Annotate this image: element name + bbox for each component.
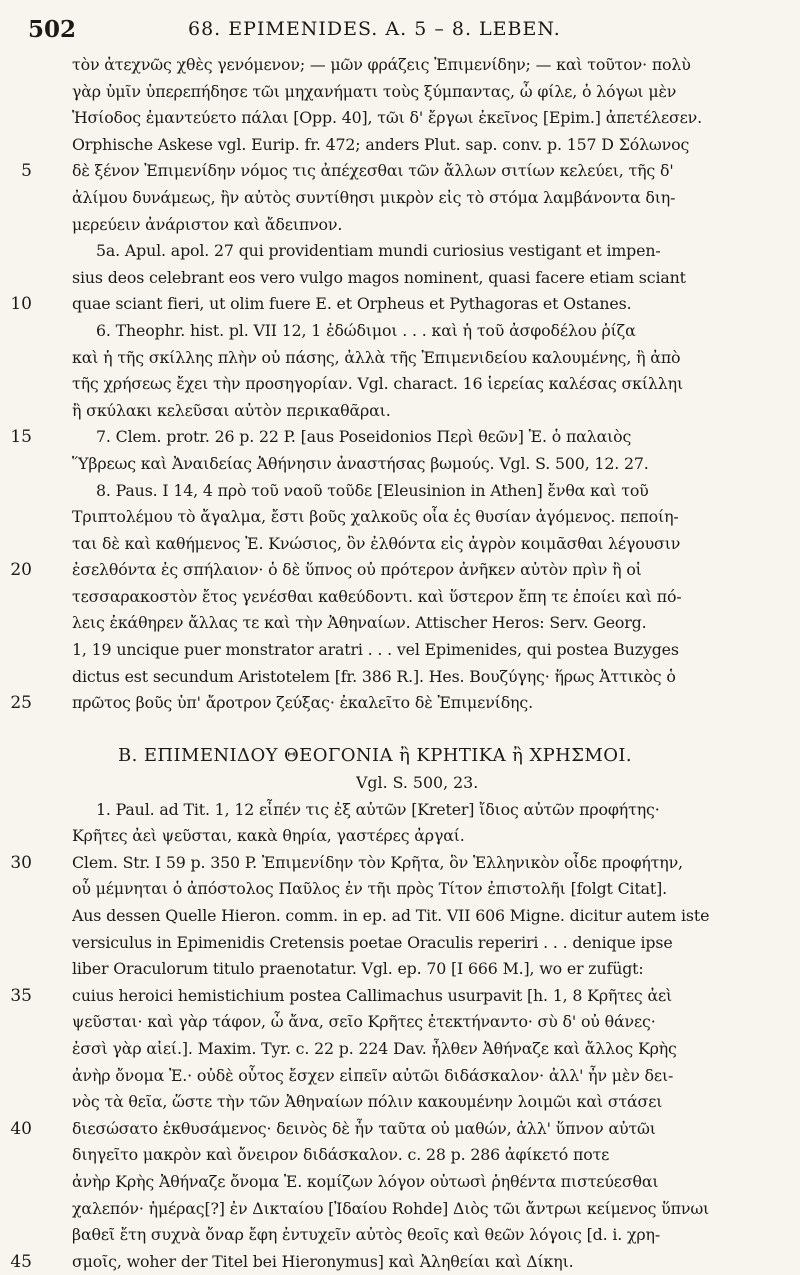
line-text: καὶ ἡ τῆς σκίλλης πλὴν οὐ πάσης, ἀλλὰ τῆς Ἐπιμενιδείου καλουμένης, ἣ ἀπὸ [72, 347, 681, 367]
line-text: ἀνὴρ ὄνομα Ἐ.· οὐδὲ οὗτος ἔσχεν εἰπεῖν αὐτῶι διδάσκαλον· ἀλλ' ἦν μὲν δει- [72, 1065, 674, 1085]
text-line [0, 1009, 800, 1036]
text-line [0, 105, 800, 132]
line-text: τεσσαρακοστὸν ἔτος γενέσθαι καθεύδοντι. καὶ ὕστερον ἔπη τε ἐποίει καὶ πό- [72, 586, 682, 606]
line-number: 35 [10, 985, 32, 1006]
line-number: 10 [10, 294, 32, 315]
text-line [0, 557, 800, 584]
text-line [0, 823, 800, 850]
line-text: ἐσελθόντα ἐς σπήλαιον· ὁ δὲ ὕπνος οὐ πρότερον ἀνῆκεν αὐτὸν πρὶν ἢ οἱ [72, 560, 642, 580]
line-text: Ἡσίοδος ἐμαντεύετο πάλαι [Opp. 40], τῶι δ' ἔργωι ἐκεῖνος [Epim.] ἀπετέλεσεν. [72, 108, 702, 128]
line-text: ἐσσὶ γὰρ αἰεί.]. Maxim. Tyr. c. 22 p. 224 Dav. ἦλθεν Ἀθήναζε καὶ ἄλλος Κρὴς [72, 1038, 677, 1058]
line-text: χαλεπόν· ἡμέρας[?] ἐν Δικταίου [Ἰδαίου Rohde] Διὸς τῶι ἄντρωι κείμενος ὕπνωι [72, 1198, 710, 1218]
text-line [0, 637, 800, 664]
line-text: Κρῆτες ἀεὶ ψεῦσται, κακὰ θηρία, γαστέρες ἀργαί. [72, 826, 465, 846]
text-line [0, 531, 800, 558]
text-line [0, 876, 800, 903]
line-text: Aus dessen Quelle Hieron. comm. in ep. ad Tit. VII 606 Migne. dicitur autem iste [72, 906, 710, 925]
line-text: διεσώσατο ἐκθυσάμενος· δεινὸς δὲ ἦν ταῦτα οὐ μαθών, ἀλλ' ὕπνον αὐτῶι [72, 1118, 656, 1138]
running-head [0, 14, 800, 54]
line-text: versiculus in Epimenidis Cretensis poetae Oraculis reperiri . . . denique ipse [72, 932, 673, 952]
text-line [0, 983, 800, 1010]
line-text: ἀλίμου δυνάμεως, ἣν αὐτὸς συντίθησι μικρὸν εἰς τὸ στόμα λαμβάνοντα διη- [72, 187, 676, 207]
line-text: τὸν ἀτεχνῶς χθὲς γενόμενον; — μῶν φράζεις Ἐπιμενίδην; — καὶ τοῦτον· πολὺ [72, 55, 691, 74]
line-text: οὗ μέμνηται ὁ ἀπόστολος Παῦλος ἐν τῆι πρὸς Τίτον ἐπιστολῆι [folgt Citat]. [72, 879, 667, 899]
text-line [0, 345, 800, 372]
line-number: 5 [21, 161, 32, 182]
text-line [0, 291, 800, 318]
line-text: διηγεῖτο μακρὸν καὶ ὄνειρον διδάσκαλον. c. 28 p. 286 ἀφίκετό ποτε [72, 1145, 610, 1165]
line-number: 45 [10, 1251, 32, 1272]
text-line [0, 1116, 800, 1143]
line-text: 7. Clem. protr. 26 p. 22 P. [aus Poseidonios Περὶ θεῶν] Ἐ. ὁ παλαιὸς [96, 427, 632, 447]
line-text: Orphische Askese vgl. Eurip. fr. 472; anders Plut. sap. conv. p. 157 D Σόλωνος [72, 134, 690, 154]
running-head-title: 68. EPIMENIDES. A. 5 – 8. LEBEN. [188, 18, 561, 40]
text-line [0, 956, 800, 983]
line-text: μερεύειν ἀνάριστον καὶ ἄδειπνον. [72, 214, 343, 234]
line-text: δὲ ξένον Ἐπιμενίδην νόμος τις ἀπέχεσθαι τῶν ἄλλων σιτίων κελεύει, τῆς δ' [72, 161, 674, 181]
text-line [0, 903, 800, 930]
page-number: 502 [28, 16, 77, 43]
text-line [0, 398, 800, 425]
line-text: γὰρ ὑμῖν ὑπερεπήδησε τῶι μηχανήματι τοὺς ξύμπαντας, ὦ φίλε, ὁ λόγωι μὲν [72, 81, 677, 101]
text-line [0, 371, 800, 398]
line-text: B. ΕΠΙΜΕΝΙΔΟΥ ΘΕΟΓΟΝΙΑ ἢ ΚΡΗΤΙΚΑ ἢ ΧΡΗΣΜΟΙ. [118, 745, 633, 767]
line-text: liber Oraculorum titulo praenotatur. Vgl. ep. 70 [I 666 M.], wo er zufügt: [72, 959, 644, 979]
line-number: 40 [10, 1118, 32, 1139]
line-text: Τριπτολέμου τὸ ἄγαλμα, ἔστι βοῦς χαλκοῦς οἷα ἐς θυσίαν ἀγόμενος. πεποίη- [72, 507, 679, 527]
text-line [0, 797, 800, 824]
text-line [0, 584, 800, 611]
text-line [0, 850, 800, 877]
text-line [0, 664, 800, 691]
line-number: 30 [10, 852, 32, 873]
text-line [0, 1142, 800, 1169]
text-line [0, 318, 800, 345]
text-line [0, 1169, 800, 1196]
line-text: dictus est secundum Aristotelem [fr. 386 R.]. Hes. Βουζύγης· ἥρως Ἀττικὸς ὁ [72, 666, 676, 686]
text-line [0, 424, 800, 451]
line-text: ἢ σκύλακι κελεῦσαι αὐτὸν περικαθᾶραι. [72, 400, 391, 420]
line-text: Vgl. S. 500, 23. [356, 773, 479, 793]
line-text: νὸς τὰ θεῖα, ὥστε τὴν τῶν Ἀθηναίων πόλιν κακουμένην λοιμῶι καὶ στάσει [72, 1092, 663, 1112]
text-line [0, 132, 800, 159]
line-text: βαθεῖ ἔτη συχνὰ ὄναρ ἔφη ἐντυχεῖν αὐτὸς θεοῖς καὶ θεῶν λόγοις [d. i. χρη- [72, 1225, 661, 1245]
line-text: πρῶτος βοῦς ὑπ' ἄροτρον ζεύξας· ἐκαλεῖτο δὲ Ἐπιμενίδης. [72, 693, 533, 713]
text-line [0, 52, 800, 79]
line-text: 6. Theophr. hist. pl. VII 12, 1 ἐδώδιμοι . . . καὶ ἡ τοῦ ἀσφοδέλου ῥίζα [96, 320, 636, 340]
line-text: 1. Paul. ad Tit. 1, 12 εἶπέν τις ἐξ αὐτῶν [Kreter] ἴδιος αὐτῶν προφήτης· [96, 799, 660, 819]
line-text: ἀνὴρ Κρὴς Ἀθήναζε ὄνομα Ἐ. κομίζων λόγον οὑτωσὶ ῥηθέντα πιστεύεσθαι [72, 1171, 659, 1191]
line-text: τῆς χρήσεως ἔχει τὴν προσηγορίαν. Vgl. charact. 16 ἱερείας καλέσας σκίλληι [72, 374, 684, 394]
line-number: 15 [10, 427, 32, 448]
line-text: ψεῦσται· καὶ γὰρ τάφον, ὦ ἄνα, σεῖο Κρῆτες ἐτεκτήναντο· σὺ δ' οὐ θάνες· [72, 1012, 656, 1032]
section-heading [0, 770, 800, 797]
text-line [0, 1249, 800, 1275]
text-line [0, 158, 800, 185]
text-line [0, 265, 800, 292]
text-line [0, 212, 800, 239]
text-line [0, 185, 800, 212]
text-line [0, 504, 800, 531]
text-line [0, 1089, 800, 1116]
text-line [0, 690, 800, 717]
line-text: ται δὲ καὶ καθήμενος Ἐ. Κνώσιος, ὃν ἐλθόντα εἰς ἀγρὸν κοιμᾶσθαι λέγουσιν [72, 533, 681, 553]
section-gap [0, 717, 800, 744]
text-line [0, 610, 800, 637]
line-text: 1, 19 uncique puer monstrator aratri . . . vel Epimenides, qui postea Buzyges [72, 640, 679, 660]
line-text: quae sciant fieri, ut olim fuere E. et Orpheus et Pythagoras et Ostanes. [72, 294, 632, 314]
line-number: 20 [10, 560, 32, 581]
line-text: Clem. Str. I 59 p. 350 P. Ἐπιμενίδην τὸν Κρῆτα, ὃν Ἑλληνικὸν οἶδε προφήτην, [72, 852, 683, 872]
text-line [0, 238, 800, 265]
text-line [0, 1063, 800, 1090]
section-heading [0, 743, 800, 770]
line-text: sius deos celebrant eos vero vulgo magos nominent, quasi facere etiam sciant [72, 267, 686, 287]
line-number: 25 [10, 693, 32, 714]
text-line [0, 930, 800, 957]
text-line [0, 79, 800, 106]
line-text: σμοῖς, woher der Titel bei Hieronymus] καὶ Ἀληθείαι καὶ Δίκηι. [72, 1251, 574, 1271]
text-line [0, 478, 800, 505]
main-text [0, 52, 800, 1275]
text-line [0, 1196, 800, 1223]
line-text: λεις ἐκάθηρεν ἄλλας τε καὶ τὴν Ἀθηναίων. Attischer Heros: Serv. Georg. [72, 613, 647, 633]
text-line [0, 1036, 800, 1063]
text-line [0, 1222, 800, 1249]
text-line [0, 451, 800, 478]
line-text: 8. Paus. I 14, 4 πρὸ τοῦ ναοῦ τοῦδε [Eleusinion in Athen] ἔνθα καὶ τοῦ [96, 480, 649, 500]
line-text: cuius heroici hemistichium postea Callimachus usurpavit [h. 1, 8 Κρῆτες ἀεὶ [72, 985, 673, 1005]
line-text: 5a. Apul. apol. 27 qui providentiam mundi curiosius vestigant et impen- [96, 241, 661, 261]
line-text: Ὕβρεως καὶ Ἀναιδείας Ἀθήνησιν ἀναστήσας βωμούς. Vgl. S. 500, 12. 27. [72, 453, 649, 473]
